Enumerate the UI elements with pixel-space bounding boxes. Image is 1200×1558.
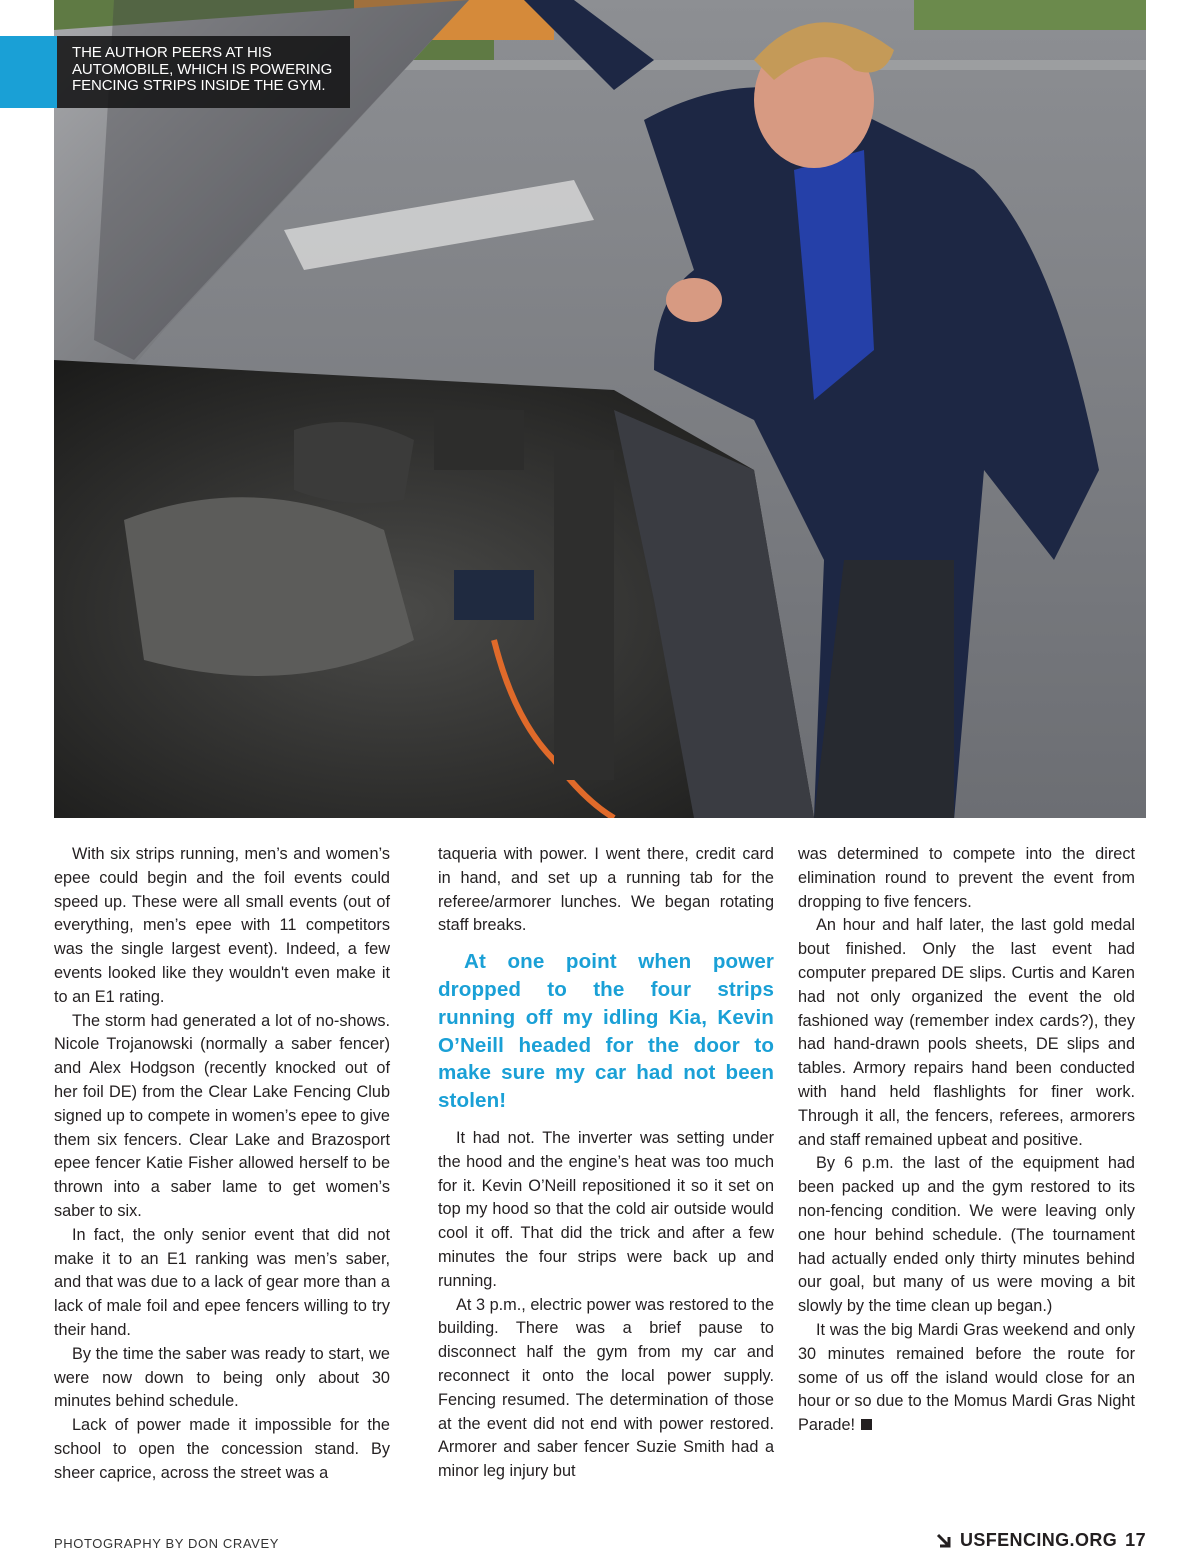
end-of-article-mark (861, 1419, 872, 1430)
page-folio (936, 1530, 1146, 1551)
article-column-2 (438, 843, 774, 1484)
paragraph-text: It was the big Mardi Gras weekend and only 30 minutes remained before the route for some of us off the island would close for an hour or so due to the Momus Mardi Gras Night Parade! (798, 1320, 1135, 1435)
arrow-down-right-icon (936, 1533, 952, 1549)
site-url[interactable]: USFENCING.ORG (959, 1530, 1118, 1550)
paragraph: By the time the saber was ready to start, we were now down to being only about 30 minutes behind schedule. (54, 1344, 390, 1411)
paragraph (798, 1319, 1135, 1438)
article-photo (54, 0, 1146, 818)
paragraph: The storm had generated a lot of no-shows. Nicole Trojanowski (normally a saber fencer) and Alex Hodgson (recently knocked out of her foil DE) from the Clear Lake Fencing Club signed up to compete in women’s epee to give them six fencers. Clear Lake and Brazosport epee fencer Katie Fisher allowed herself to be thrown into a saber lame to get women’s saber to six. (54, 1011, 390, 1220)
paragraph-continued: was determined to compete into the direct elimination round to prevent the event from dropping to five fencers. (798, 845, 1135, 911)
photo-caption: THE AUTHOR PEERS AT HIS AUTOMOBILE, WHICH IS POWERING FENCING STRIPS INSIDE THE GYM. (57, 36, 350, 108)
page-number: 17 (1125, 1530, 1146, 1550)
paragraph: In fact, the only senior event that did not make it to an E1 ranking was men’s saber, and that was due to a lack of gear more than a lack of male foil and epee fencers willing to try their hand. (54, 1225, 390, 1339)
paragraph: Lack of power made it impossible for the school to open the concession stand. By sheer caprice, across the street was a (54, 1416, 390, 1482)
paragraph: It had not. The inverter was setting under the hood and the engine’s heat was too much for it. Kevin O’Neill repositioned it so it set on top my hood so that the cold air outside would cool it off. That did the trick and after a few minutes the four strips were back up and running. (438, 1128, 774, 1290)
paragraph: By 6 p.m. the last of the equipment had been packed up and the gym restored to its non-fencing condition. We were leaving only one hour behind schedule. (The tournament had actually ended only thirty minutes behind our goal, but many of us were moving a bit slowly by the time clean up began.) (798, 1154, 1135, 1316)
paragraph: An hour and half later, the last gold medal bout finished. Only the last event had computer prepared DE slips. Curtis and Karen had not only organized the event the old fashioned way (remember index cards?), they had hand-drawn pools sheets, DE slips and tables. Armory repairs hand been conducted with hand held flashlights for finer work. Through it all, the fencers, referees, armorers and staff remained upbeat and positive. (798, 916, 1135, 1149)
article-column-3 (798, 843, 1135, 1438)
photo-credit: PHOTOGRAPHY BY DON CRAVEY (54, 1536, 279, 1551)
paragraph: With six strips running, men’s and women’s epee could begin and the foil events could speed up. These were all small events (out of everything, men’s epee with 11 competitors was the single largest event). Indeed, a few events looked like they wouldn't even make it to an E1 rating. (54, 845, 390, 1006)
paragraph-continued: taqueria with power. I went there, credit card in hand, and set up a running tab for the referee/armorer lunches. We began rotating staff breaks. (438, 845, 774, 935)
photo-illustration (54, 0, 1146, 818)
pull-quote: At one point when power dropped to the four strips running off my idling Kia, Kevin O’Neill headed for the door to make sure my car had not been stolen! (438, 950, 774, 1113)
caption-accent-tab (0, 36, 57, 108)
article-column-1 (54, 843, 390, 1486)
paragraph: At 3 p.m., electric power was restored to the building. There was a brief pause to disconnect half the gym from my car and reconnect it onto the local power supply. Fencing resumed. The determination of those at the event did not end with power restored. Armorer and saber fencer Suzie Smith had a minor leg injury but (438, 1295, 774, 1481)
